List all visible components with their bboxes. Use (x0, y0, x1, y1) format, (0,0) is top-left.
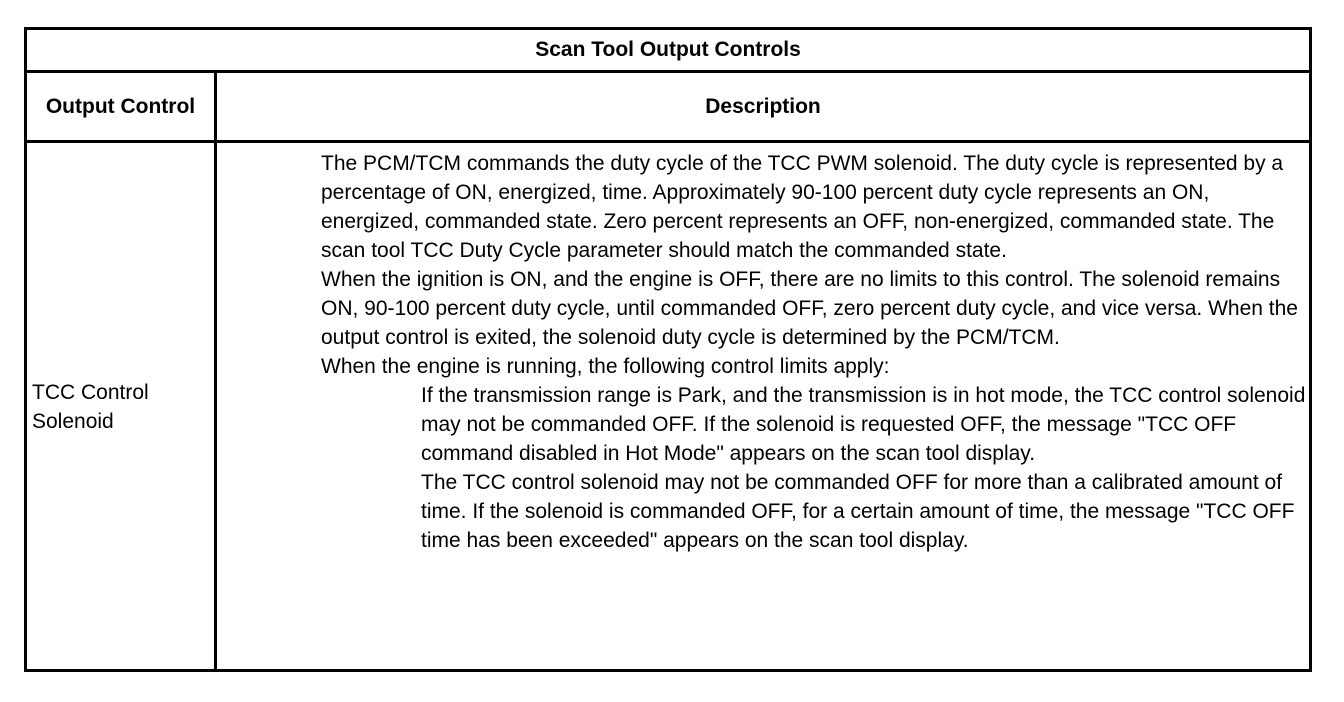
control-limit-item: If the transmission range is Park, and the transmission is in hot mode, the TCC control solenoid may not be commanded OFF. If the solenoid is requested OFF, the message "TCC OFF command disabled in Hot Mode" appears on the scan tool display. (421, 384, 1306, 465)
description-paragraph: When the ignition is ON, and the engine is OFF, there are no limits to this control. The solenoid remains ON, 90-100 percent duty cycle, until commanded OFF, zero percent duty cycle, and vice versa. When the output control is exited, the solenoid duty cycle is determined by the PCM/TCM. (321, 268, 1298, 349)
description-cell (321, 149, 1311, 555)
description-paragraph: The PCM/TCM commands the duty cycle of the TCC PWM solenoid. The duty cycle is represented by a percentage of ON, energized, time. Approximately 90-100 percent duty cycle represents an ON, energized, commanded state. Zero percent represents an OFF, non-energized, commanded state. The scan tool TCC Duty Cycle parameter should match the commanded state. (321, 152, 1284, 262)
control-limit-item: The TCC control solenoid may not be commanded OFF for more than a calibrated amount of time. If the solenoid is commanded OFF, for a certain amount of time, the message "TCC OFF time has been exceeded" appears on the scan tool display. (421, 471, 1295, 552)
header-row (27, 73, 1309, 143)
header-description: Description (705, 94, 821, 118)
description-paragraph: When the engine is running, the following control limits apply: (321, 355, 890, 378)
header-output-control: Output Control (45, 94, 196, 118)
table-title: Scan Tool Output Controls (27, 30, 1309, 73)
output-control-cell: TCC Control Solenoid (32, 381, 149, 433)
output-controls-table (24, 27, 1312, 672)
column-divider (214, 73, 217, 669)
